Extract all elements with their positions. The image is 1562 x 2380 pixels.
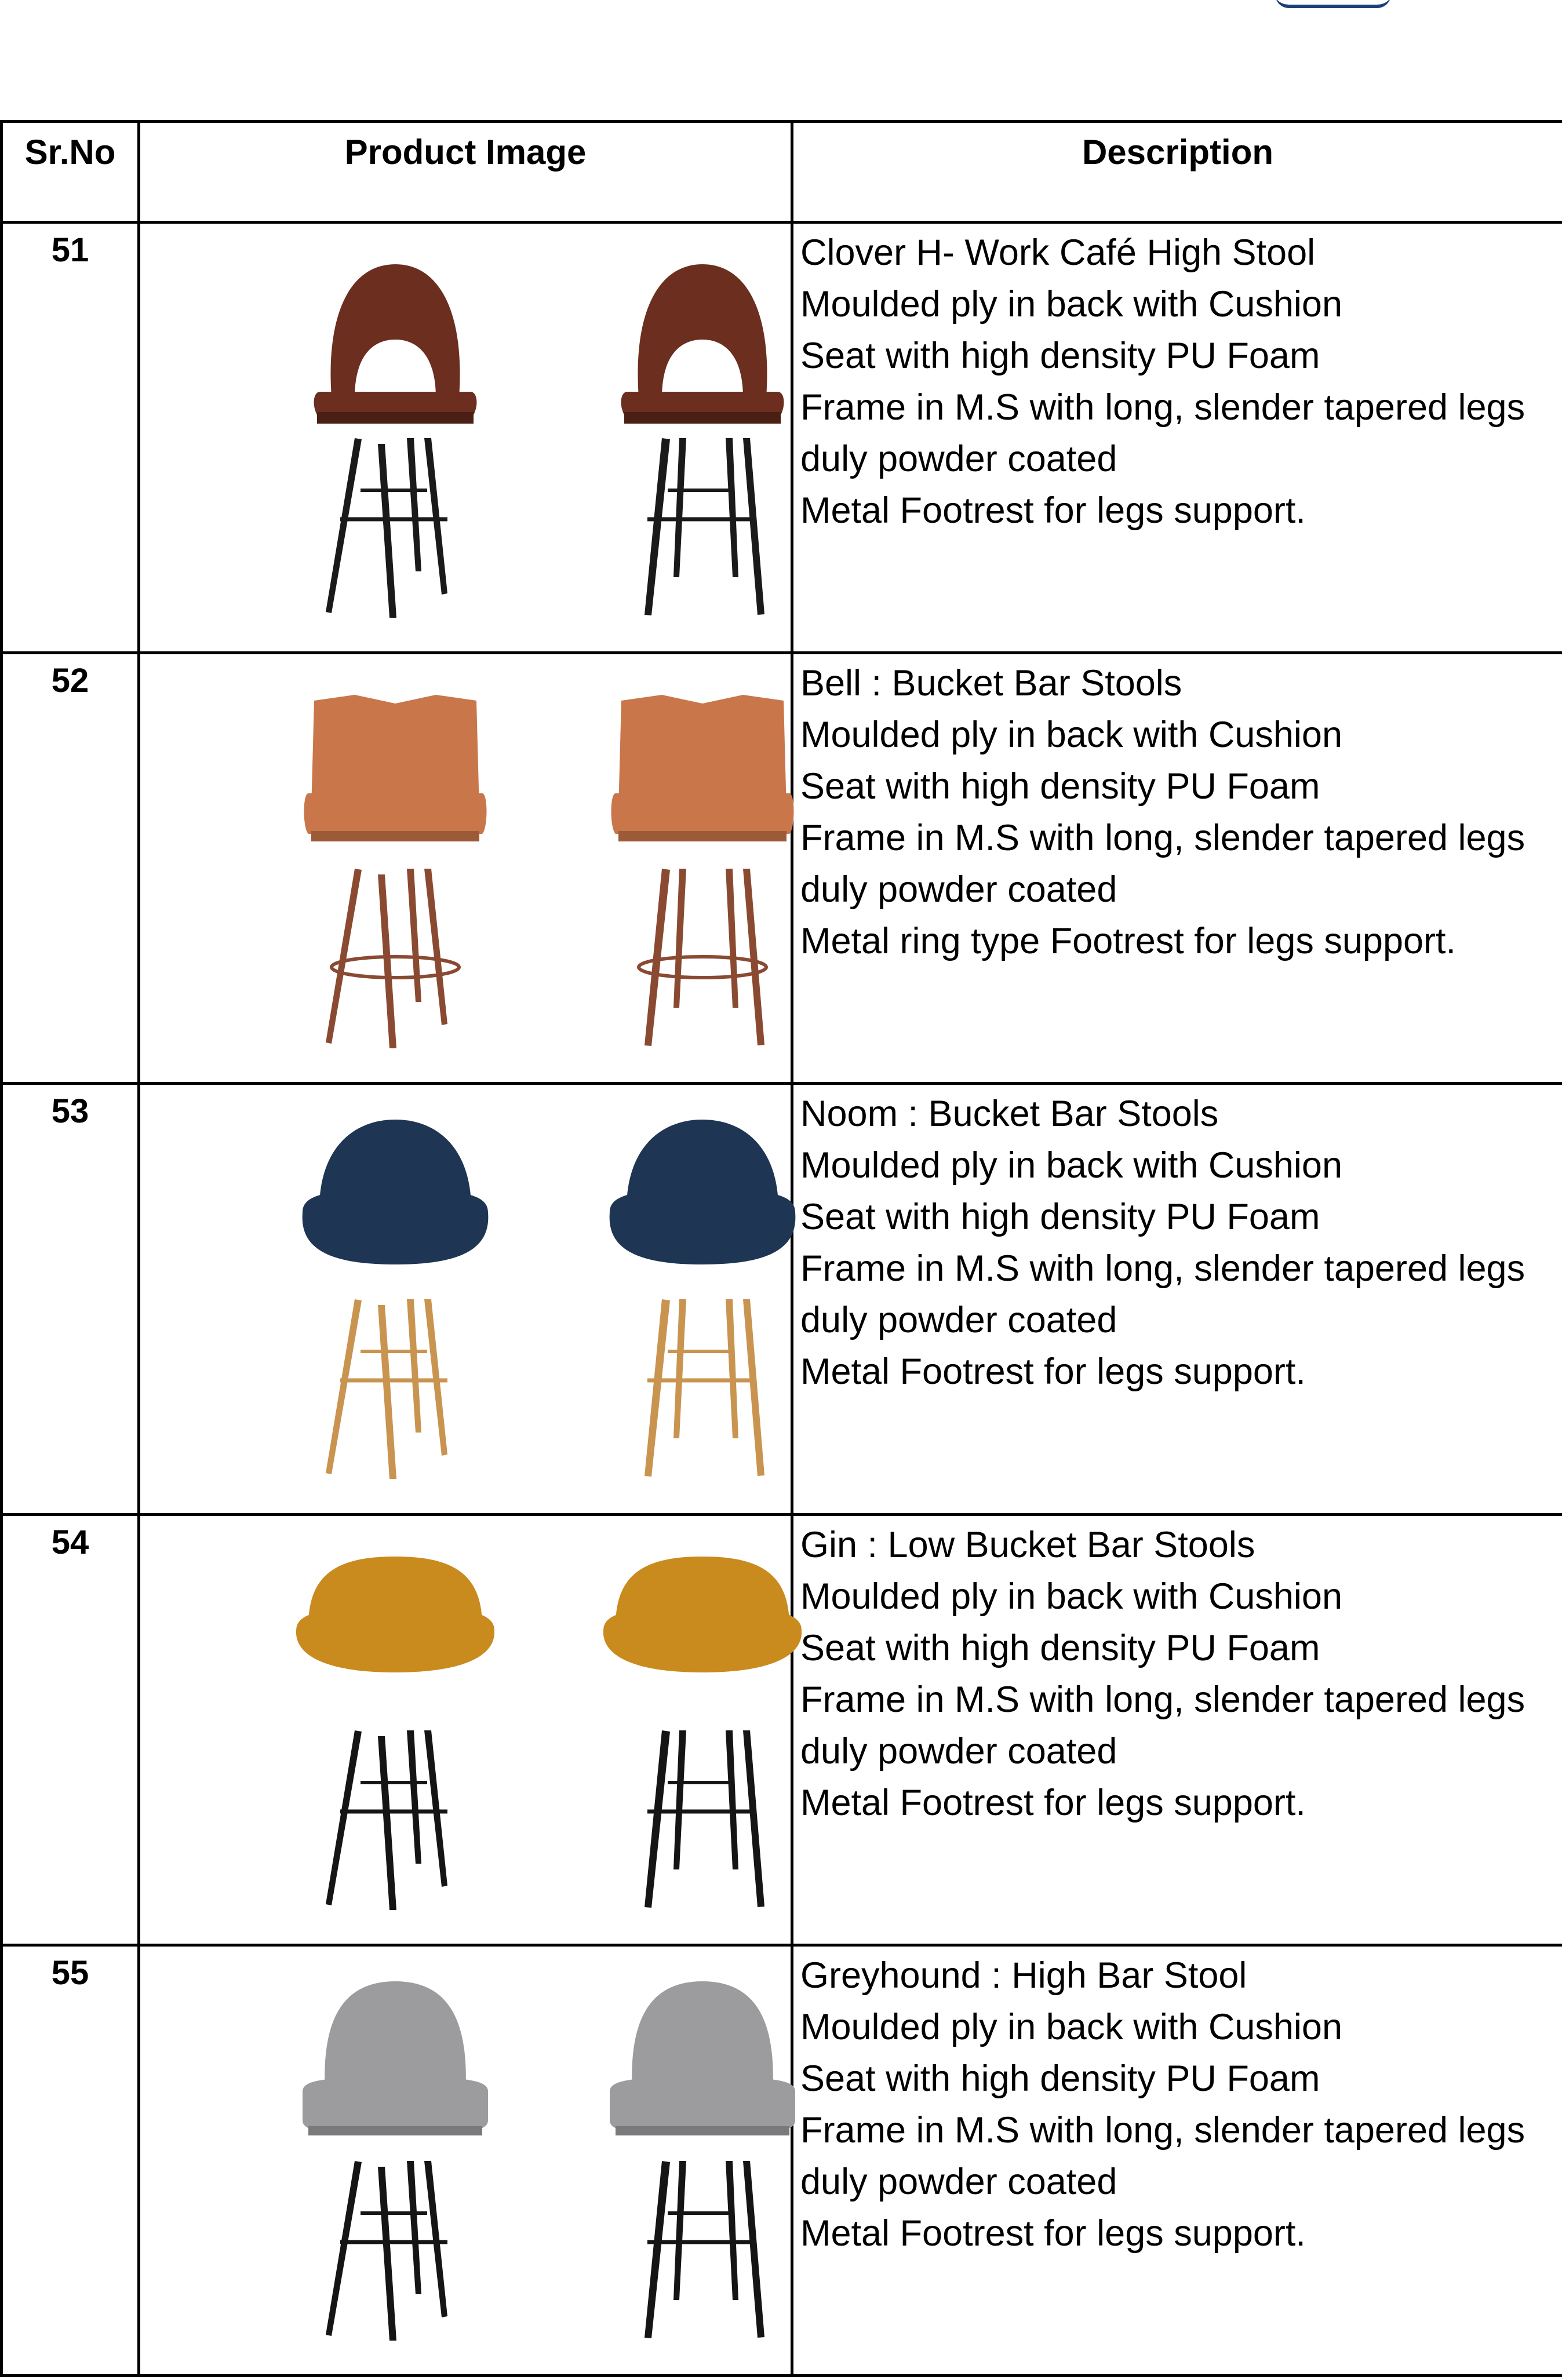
description-line: Metal Footrest for legs support. [800,2213,1306,2254]
description-line: Seat with high density PU Foam [800,336,1320,376]
description-line: duly powder coated [800,439,1117,479]
product-image-cell [139,1084,792,1514]
table-row [2,1084,1562,1514]
product-title: Greyhound : High Bar Stool [800,1955,1247,1996]
product-image-cell [139,1514,792,1945]
product-title: Bell : Bucket Bar Stools [800,663,1182,704]
table-header-row [2,122,1562,223]
stool-image-angle-view [291,1539,500,1910]
serial-number: 53 [2,1084,139,1514]
product-description [792,1084,1562,1514]
stool-image-angle-view [291,247,500,618]
serial-number: 52 [2,653,139,1084]
stool-image-angle-view [291,1970,500,2341]
logo-mark [1275,0,1391,8]
product-description [792,223,1562,653]
description-line: Metal Footrest for legs support. [800,490,1306,531]
stool-image-front-view [598,1970,807,2341]
header-srno: Sr.No [2,122,139,223]
serial-number: 55 [2,1945,139,2375]
description-line: Moulded ply in back with Cushion [800,1576,1343,1617]
stool-image-front-view [598,247,807,618]
description-line: duly powder coated [800,2161,1117,2202]
description-line: Frame in M.S with long, slender tapered legs [800,387,1525,428]
product-image-cell [139,1945,792,2375]
serial-number: 54 [2,1514,139,1945]
product-image-cell [139,653,792,1084]
stool-image-angle-view [291,677,500,1048]
header-description: Description [792,122,1562,223]
stool-image-front-view [598,677,807,1048]
table-row [2,1514,1562,1945]
product-catalog-table [0,120,1562,2377]
description-line: duly powder coated [800,1300,1117,1341]
product-description [792,1514,1562,1945]
table-row [2,653,1562,1084]
header-product-image: Product Image [139,122,792,223]
description-line: Moulded ply in back with Cushion [800,2006,1343,2047]
product-description [792,653,1562,1084]
product-title: Clover H- Work Café High Stool [800,232,1316,273]
serial-number: 51 [2,223,139,653]
table-row [2,1945,1562,2375]
description-line: Frame in M.S with long, slender tapered legs [800,1248,1525,1289]
product-image-cell [139,223,792,653]
description-line: Frame in M.S with long, slender tapered legs [800,818,1525,859]
description-line: Moulded ply in back with Cushion [800,715,1343,756]
description-line: Moulded ply in back with Cushion [800,284,1343,325]
product-title: Gin : Low Bucket Bar Stools [800,1524,1255,1565]
description-line: Metal ring type Footrest for legs support. [800,921,1457,962]
description-line: Seat with high density PU Foam [800,1627,1320,1668]
stool-image-angle-view [291,1108,500,1479]
description-line: duly powder coated [800,869,1117,910]
stool-image-front-view [598,1108,807,1479]
description-line: Seat with high density PU Foam [800,1197,1320,1238]
product-description [792,1945,1562,2375]
description-line: Metal Footrest for legs support. [800,1782,1306,1823]
stool-image-front-view [598,1539,807,1910]
product-title: Noom : Bucket Bar Stools [800,1094,1219,1135]
description-line: Metal Footrest for legs support. [800,1351,1306,1393]
description-line: Moulded ply in back with Cushion [800,1145,1343,1186]
description-line: Seat with high density PU Foam [800,2058,1320,2099]
table-row [2,223,1562,653]
description-line: Seat with high density PU Foam [800,766,1320,807]
description-line: duly powder coated [800,1730,1117,1772]
description-line: Frame in M.S with long, slender tapered legs [800,2109,1525,2151]
description-line: Frame in M.S with long, slender tapered legs [800,1679,1525,1720]
